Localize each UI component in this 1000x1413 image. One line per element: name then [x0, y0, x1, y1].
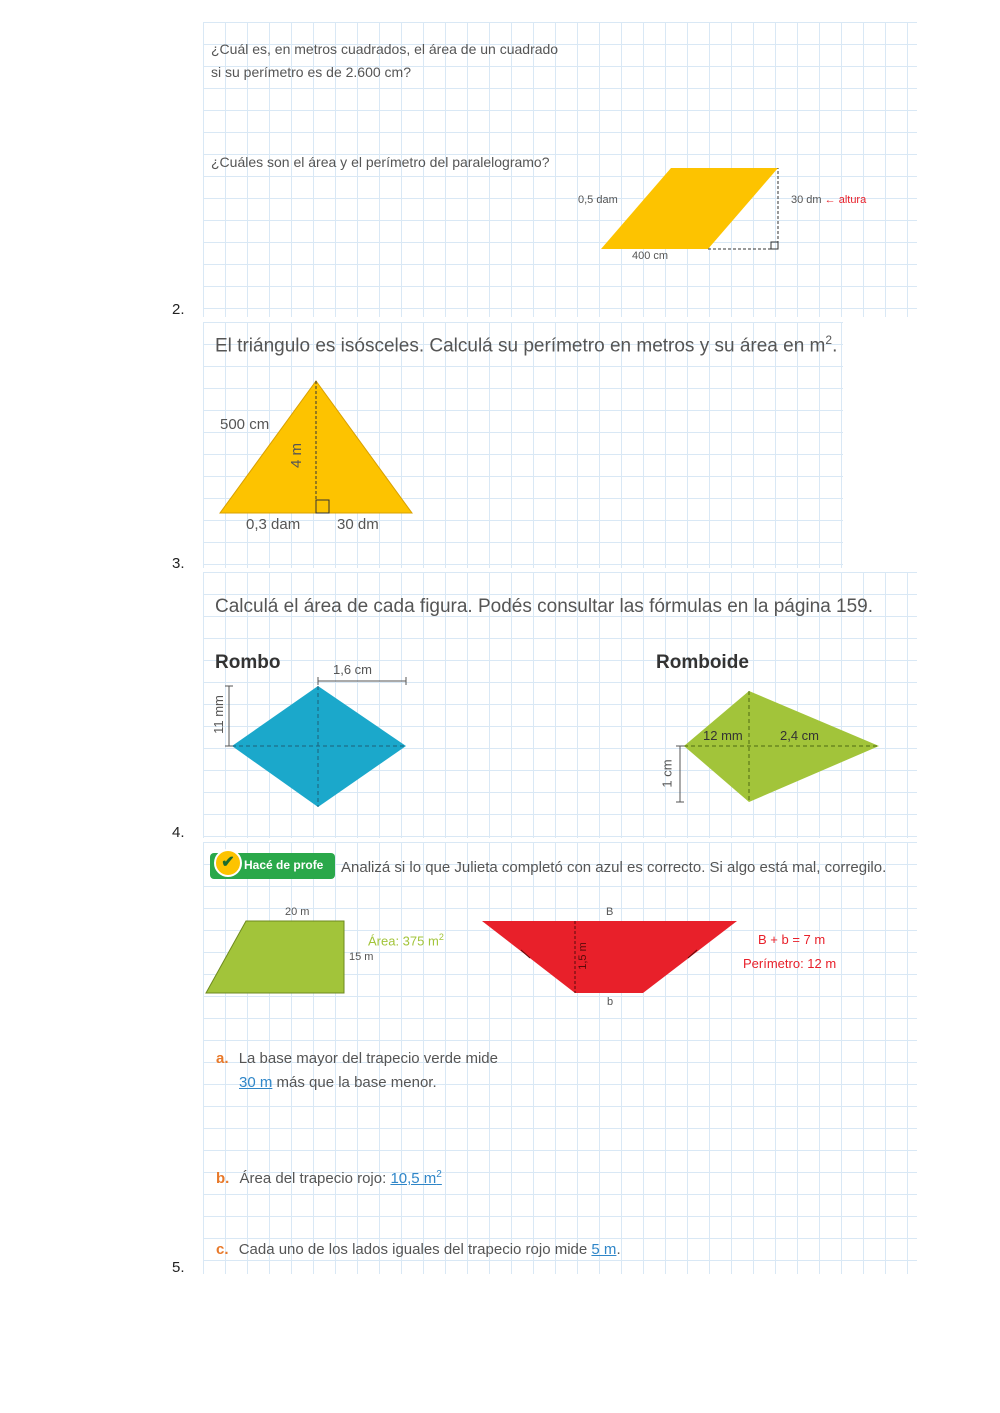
romboide-title: Romboide — [656, 652, 749, 673]
q4-prompt: Calculá el área de cada figura. Podés consultar las fórmulas en la página 159. — [215, 596, 874, 617]
parallelogram-side-label: 0,5 dam — [578, 194, 618, 206]
rombo-top-label: 1,6 cm — [333, 662, 373, 677]
triangle-side-label: 500 cm — [220, 416, 270, 433]
q2-parallelogram-question: ¿Cuáles son el área y el perímetro del paralelogramo? — [211, 154, 550, 170]
item-b-answer-sup: 2 — [436, 1169, 442, 1180]
green-top-label: 20 m — [285, 906, 310, 918]
triangle-base-left-label: 0,3 dam — [246, 516, 301, 533]
triangle-base-right-label: 30 dm — [337, 516, 379, 533]
item-c-text2: . — [616, 1241, 621, 1258]
q5-prompt: Analizá si lo que Julieta completó con azul es correcto. Si algo está mal, corregilo. — [341, 859, 887, 876]
green-area-text: Área: 375 m — [368, 933, 439, 949]
parallelogram-base-label: 400 cm — [632, 250, 669, 262]
q3-prompt-text: El triángulo es isósceles. Calculá su perímetro en metros y su área en m — [215, 335, 826, 357]
question-number-3: 3. — [172, 555, 185, 572]
triangle-height-label: 4 m — [288, 442, 306, 469]
romboide-left-label: 1 cm — [659, 759, 675, 788]
badge-label: Hacé de profe — [244, 858, 324, 872]
red-height-label: 1,5 m — [576, 942, 589, 970]
green-trapezoid — [206, 921, 344, 993]
rombo-left-label: 11 mm — [210, 695, 226, 734]
green-area-sup: 2 — [438, 932, 444, 942]
item-b-answer[interactable] — [390, 1170, 441, 1187]
red-top-label: B — [606, 906, 614, 918]
question-number-4: 4. — [172, 824, 185, 841]
item-b-text: Área del trapecio rojo: — [239, 1170, 391, 1187]
height-note: ← altura — [824, 194, 867, 206]
item-b — [216, 1169, 442, 1187]
rombo-title: Rombo — [215, 652, 281, 673]
item-c-answer[interactable]: 5 m — [591, 1241, 617, 1258]
red-trapezoid — [482, 921, 737, 993]
item-a — [216, 1050, 498, 1067]
item-a-letter: a. — [216, 1050, 229, 1067]
item-c — [216, 1241, 621, 1258]
item-b-answer-text: 10,5 m — [390, 1170, 437, 1187]
item-a-line2 — [239, 1074, 437, 1091]
red-bottom-label: b — [607, 996, 614, 1008]
question-number-2: 2. — [172, 301, 185, 318]
green-right-label: 15 m — [349, 951, 374, 963]
red-perimeter-label: Perímetro: 12 m — [743, 956, 837, 971]
item-c-text: Cada uno de los lados iguales del trapecio rojo mide — [238, 1241, 592, 1258]
question-number-5: 5. — [172, 1259, 185, 1276]
item-a-text2: más que la base menor. — [272, 1074, 437, 1091]
item-a-answer[interactable]: 30 m — [239, 1074, 273, 1091]
q3-prompt-end: . — [832, 335, 838, 357]
item-b-letter: b. — [216, 1170, 230, 1187]
item-c-letter: c. — [216, 1241, 229, 1258]
romboide-d2-label: 2,4 cm — [780, 728, 820, 743]
romboide-d1-label: 12 mm — [703, 728, 743, 743]
item-a-text: La base mayor del trapecio verde mide — [238, 1050, 498, 1067]
green-area-label — [368, 932, 444, 948]
q2-line1: ¿Cuál es, en metros cuadrados, el área de un cuadrado — [211, 41, 559, 57]
height-value: 30 dm — [791, 194, 822, 206]
check-icon: ✔ — [214, 849, 242, 877]
red-sum-label: B + b = 7 m — [758, 932, 826, 947]
q2-line2: si su perímetro es de 2.600 cm? — [211, 64, 411, 80]
q3-prompt-sup: 2 — [825, 333, 833, 347]
